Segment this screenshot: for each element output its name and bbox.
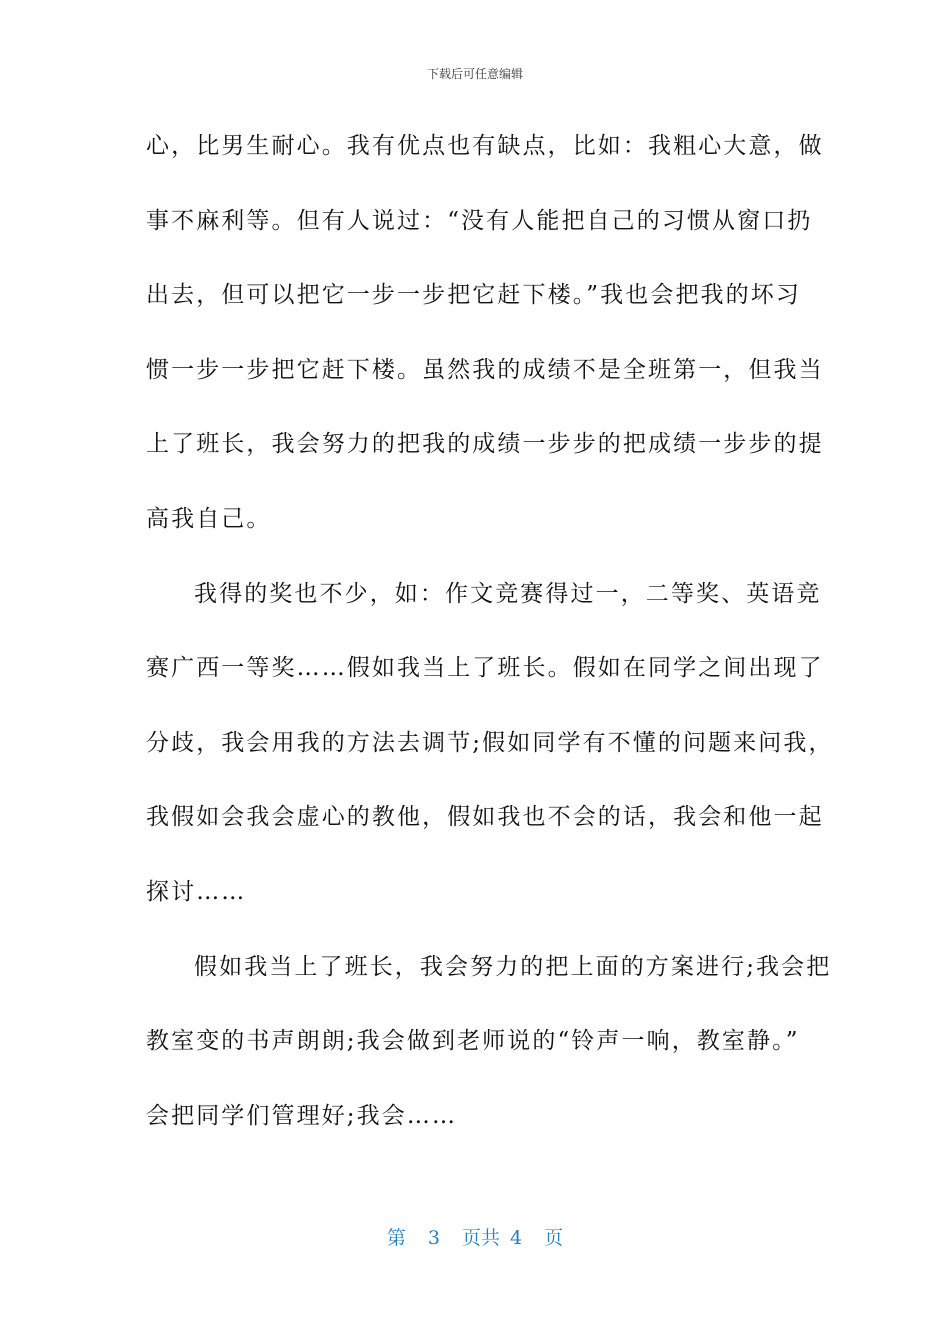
text-line: 惯一步一步把它赶下楼。虽然我的成绩不是全班第一，但我当 xyxy=(146,356,824,383)
text-line: 教室变的书声朗朗;我会做到老师说的“铃声一响，教室静。” xyxy=(146,1028,800,1055)
text-line: 上了班长，我会努力的把我的成绩一步步的把成绩一步步的提 xyxy=(146,431,824,458)
page-header: 下载后可任意编辑 xyxy=(426,67,523,81)
text-line: 心，比男生耐心。我有优点也有缺点，比如：我粗心大意，做 xyxy=(146,133,824,159)
text-line: 赛广西一等奖……假如我当上了班长。假如在同学之间出现了 xyxy=(146,655,824,682)
current-page-number: 3 xyxy=(427,1227,440,1249)
page-label-prefix: 第 xyxy=(386,1227,406,1249)
page-footer xyxy=(0,1224,950,1252)
paragraph-start-line: 假如我当上了班长，我会努力的把上面的方案进行;我会把 xyxy=(194,953,832,980)
text-line: 我假如会我会虚心的教他，假如我也不会的话，我会和他一起 xyxy=(146,804,824,831)
document-body xyxy=(146,122,834,1166)
text-line: 分歧，我会用我的方法去调节;假如同学有不懂的问题来问我， xyxy=(146,729,834,756)
total-pages-number: 4 xyxy=(510,1227,523,1249)
text-line: 探讨…… xyxy=(146,878,247,905)
text-line: 出去，但可以把它一步一步把它赶下楼。”我也会把我的坏习 xyxy=(146,282,801,309)
text-line: 会把同学们管理好;我会…… xyxy=(146,1102,458,1129)
text-line: 事不麻利等。但有人说过：“没有人能把自己的习惯从窗口扔 xyxy=(146,207,813,234)
page-label-middle: 页共 xyxy=(461,1227,500,1249)
text-line: 高我自己。 xyxy=(146,505,272,532)
paragraph-start-line: 我得的奖也不少，如：作文竞赛得过一，二等奖、英语竞 xyxy=(194,580,822,607)
page-label-suffix: 页 xyxy=(544,1227,564,1249)
